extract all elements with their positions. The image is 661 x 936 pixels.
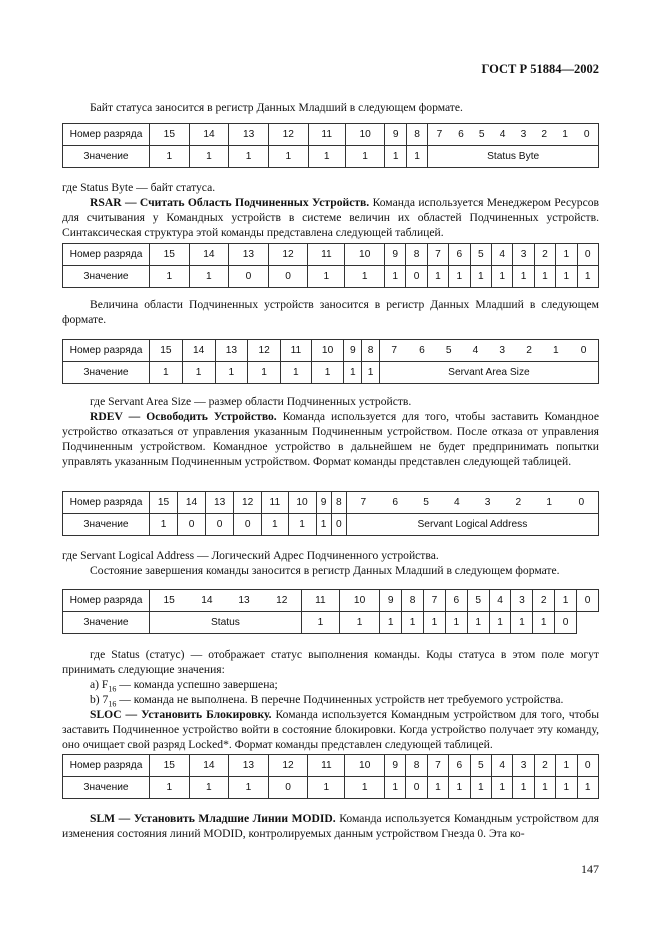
value-cell: 1: [467, 612, 489, 634]
value-cell: 1: [344, 362, 362, 384]
value-cell: 1: [345, 777, 385, 799]
bit-cell: 12: [268, 124, 308, 146]
bit-cell: 7: [428, 124, 451, 146]
value-cell: 1: [229, 777, 269, 799]
bit-cell: 6: [451, 124, 472, 146]
value-cell: 1: [427, 266, 448, 288]
value-cell: 1: [268, 146, 308, 168]
bit-cell: 3: [513, 244, 534, 266]
bit-cell: 1: [555, 124, 576, 146]
value-cell: 1: [470, 266, 491, 288]
value-row: [63, 777, 599, 799]
value-cell: 0: [268, 777, 308, 799]
bit-cell: 14: [189, 755, 229, 777]
row-label: Номер разряда: [63, 590, 150, 612]
bit-cell: 0: [577, 244, 598, 266]
bit-cell: 10: [345, 124, 385, 146]
bit-cell: 5: [435, 340, 462, 362]
slm-title: SLM — Установить Младшие Линии MODID.: [90, 812, 336, 825]
bit-cell: 0: [577, 755, 598, 777]
value-cell: 1: [308, 146, 345, 168]
paragraph-sloc: [62, 707, 599, 752]
bit-cell: 11: [308, 124, 345, 146]
bit-cell: 12: [268, 244, 308, 266]
bit-number-row: [63, 755, 599, 777]
value-cell: 1: [385, 146, 406, 168]
value-cell: 1: [248, 362, 281, 384]
sloc-title: SLOC — Установить Блокировку.: [90, 708, 272, 721]
bit-cell: 6: [409, 340, 436, 362]
value-cell: 1: [449, 266, 470, 288]
bit-cell: 10: [311, 340, 344, 362]
bit-cell: 0: [565, 492, 599, 514]
bit-cell: 4: [491, 755, 512, 777]
bit-cell: 11: [308, 755, 345, 777]
value-cell: 1: [281, 362, 312, 384]
value-cell: 1: [288, 514, 316, 536]
value-cell: 1: [301, 612, 339, 634]
value-cell: 1: [534, 777, 555, 799]
bit-cell: 14: [189, 244, 229, 266]
bit-cell: 6: [449, 755, 470, 777]
value-cell: 1: [308, 777, 345, 799]
value-cell: 1: [345, 266, 385, 288]
item-a-subscript: 16: [108, 684, 117, 694]
rdev-text: Команда используется для того, чтобы заставить Командное устройство отказаться от управления указанным Подчиненным устройством. После отказа от управления Подчиненным устройством. Командное устройство в дальнейшем не будет предпринимать попытки управлять указанным Подчиненным устройством. Формат команды представлен следующей таблицей.: [62, 410, 599, 468]
value-cell: 1: [150, 777, 190, 799]
paragraph-servant-area-intro: Величина области Подчиненных устройств заносится в регистр Данных Младший в следующем формате.: [62, 298, 599, 326]
bit-cell: 12: [268, 755, 308, 777]
bit-cell: 2: [503, 492, 534, 514]
bit-cell: 0: [575, 124, 598, 146]
value-cell: 1: [262, 514, 288, 536]
paragraph-rsar: [62, 195, 599, 240]
value-cell: 1: [150, 266, 190, 288]
bit-cell: 9: [385, 244, 406, 266]
value-cell: 1: [308, 266, 345, 288]
bit-cell: 8: [331, 492, 346, 514]
value-cell: 1: [556, 266, 577, 288]
value-cell: 1: [511, 612, 533, 634]
bit-cell: 8: [402, 590, 424, 612]
rdev-command-table: [62, 491, 599, 536]
sloc-command-table: [62, 754, 599, 799]
bit-cell: 6: [445, 590, 467, 612]
bit-cell: 13: [206, 492, 234, 514]
bit-cell: 10: [345, 244, 385, 266]
value-row: [63, 266, 599, 288]
bit-cell: 1: [556, 244, 577, 266]
value-cell: 1: [385, 266, 406, 288]
bit-cell: 4: [492, 124, 513, 146]
paragraph-status-byte-def: где Status Byte — байт статуса.: [62, 181, 216, 194]
bit-cell: 10: [339, 590, 379, 612]
bit-number-row: [63, 590, 599, 612]
row-label: Номер разряда: [63, 340, 150, 362]
bit-cell: 13: [215, 340, 248, 362]
bit-cell: 7: [346, 492, 380, 514]
row-label: Номер разряда: [63, 244, 150, 266]
row-label: Номер разряда: [63, 124, 150, 146]
bit-cell: 11: [301, 590, 339, 612]
value-cell: 0: [268, 266, 308, 288]
bit-cell: 5: [470, 755, 491, 777]
rsar-text: Команда используется Менеджером Ресурсов для считывания у Командных устройств в системе величин их областей Подчиненных устройств. Синтаксическая структура этой команды представлена следующей таблицей.: [62, 196, 600, 239]
bit-cell: 2: [534, 124, 555, 146]
value-cell: 1: [533, 612, 555, 634]
bit-cell: 14: [189, 124, 229, 146]
bit-cell: 9: [385, 755, 406, 777]
bit-number-row: [63, 340, 599, 362]
bit-cell: 2: [534, 244, 555, 266]
bit-cell: 2: [516, 340, 543, 362]
value-cell: 0: [406, 266, 427, 288]
bit-cell: 10: [345, 755, 385, 777]
bit-cell: 13: [229, 244, 269, 266]
bit-number-row: [63, 492, 599, 514]
row-label: Значение: [63, 514, 150, 536]
bit-cell: 8: [406, 755, 427, 777]
bit-cell: 2: [534, 755, 555, 777]
value-cell: 1: [556, 777, 577, 799]
value-row: [63, 612, 599, 634]
bit-cell: 7: [427, 755, 448, 777]
bit-cell: 12: [263, 590, 302, 612]
value-cell: 1: [402, 612, 424, 634]
value-cell: 1: [316, 514, 331, 536]
value-cell: 1: [577, 266, 598, 288]
bit-cell: 3: [489, 340, 516, 362]
bit-cell: 4: [489, 590, 511, 612]
status-byte-table: [62, 123, 599, 168]
bit-cell: 9: [316, 492, 331, 514]
paragraph-status-byte-intro: Байт статуса заносится в регистр Данных Младший в следующем формате.: [90, 101, 463, 114]
value-row: [63, 146, 599, 168]
value-cell: 1: [189, 266, 229, 288]
bit-cell: 15: [150, 340, 183, 362]
value-cell: 0: [234, 514, 262, 536]
paragraph-servant-address-def: где Servant Logical Address — Логический Адрес Подчиненного устройства.: [62, 549, 439, 562]
value-cell: 1: [345, 146, 385, 168]
value-cell: 1: [150, 514, 178, 536]
value-cell: 0: [229, 266, 269, 288]
bit-cell: 15: [150, 244, 190, 266]
item-b-prefix: b) 7: [90, 693, 109, 706]
row-label: Номер разряда: [63, 492, 150, 514]
bit-cell: 8: [406, 244, 427, 266]
bit-cell: 1: [556, 755, 577, 777]
value-cell: 1: [489, 612, 511, 634]
bit-cell: 10: [288, 492, 316, 514]
bit-cell: 15: [150, 755, 190, 777]
value-cell: 1: [150, 362, 183, 384]
bit-cell: 11: [308, 244, 345, 266]
bit-cell: 1: [555, 590, 577, 612]
bit-cell: 15: [150, 492, 178, 514]
field-cell: Servant Area Size: [379, 362, 598, 384]
sloc-text: Команда используется Командным устройством для того, чтобы заставить Подчиненное устройство войти в состояние блокировки. Когда устройство получает эту команду, оно очищает свой разряд Locked*. Формат команды представлен следующей таблицей.: [62, 708, 599, 751]
value-cell: 1: [385, 777, 406, 799]
value-cell: 1: [229, 146, 269, 168]
value-cell: 1: [182, 362, 215, 384]
bit-cell: 8: [406, 124, 427, 146]
field-cell: Servant Logical Address: [346, 514, 598, 536]
bit-cell: 6: [380, 492, 411, 514]
paragraph-status-codes: где Status (статус) — отображает статус выполнения команды. Коды статуса в этом поле могут принимать следующие значения:: [62, 648, 599, 676]
bit-cell: 1: [534, 492, 565, 514]
bit-cell: 15: [150, 124, 190, 146]
bit-cell: 3: [472, 492, 503, 514]
bit-cell: 12: [234, 492, 262, 514]
bit-cell: 2: [533, 590, 555, 612]
bit-cell: 14: [178, 492, 206, 514]
bit-cell: 4: [491, 244, 512, 266]
bit-cell: 12: [248, 340, 281, 362]
bit-cell: 14: [182, 340, 215, 362]
value-cell: 1: [449, 777, 470, 799]
bit-cell: 7: [424, 590, 446, 612]
document-header: ГОСТ Р 51884—2002: [481, 62, 599, 76]
value-cell: 1: [577, 777, 598, 799]
value-cell: 0: [331, 514, 346, 536]
bit-cell: 3: [513, 755, 534, 777]
row-label: Значение: [63, 146, 150, 168]
row-label: Значение: [63, 362, 150, 384]
row-label: Значение: [63, 777, 150, 799]
value-cell: 1: [215, 362, 248, 384]
value-cell: 1: [445, 612, 467, 634]
value-cell: 1: [513, 777, 534, 799]
bit-cell: 6: [449, 244, 470, 266]
value-cell: 1: [491, 777, 512, 799]
row-label: Значение: [63, 266, 150, 288]
bit-cell: 13: [229, 124, 269, 146]
completion-status-table: [62, 589, 599, 634]
bit-cell: 13: [225, 590, 262, 612]
row-label: Значение: [63, 612, 150, 634]
bit-cell: 4: [462, 340, 489, 362]
bit-cell: 15: [150, 590, 189, 612]
slm-text: Команда используется Командным устройством для изменения состояния линий MODID, контролируемых данным устройством Гнезда 0. Эта ко-: [62, 812, 599, 840]
item-b-text: — команда не выполнена. В перечне Подчиненных устройств нет требуемого устройства.: [116, 693, 564, 706]
bit-cell: 1: [542, 340, 569, 362]
bit-cell: 9: [380, 590, 402, 612]
value-cell: 1: [311, 362, 344, 384]
bit-cell: 0: [577, 590, 599, 612]
value-cell: 1: [534, 266, 555, 288]
bit-cell: 7: [427, 244, 448, 266]
bit-cell: 9: [344, 340, 362, 362]
bit-cell: 8: [362, 340, 380, 362]
paragraph-slm: [62, 811, 599, 841]
bit-cell: 11: [281, 340, 312, 362]
value-cell: 1: [189, 146, 229, 168]
bit-cell: 3: [511, 590, 533, 612]
item-a-prefix: a) F: [90, 678, 109, 691]
rdev-title: RDEV — Освободить Устройство.: [90, 410, 277, 423]
bit-number-row: [63, 244, 599, 266]
value-cell: 1: [424, 612, 446, 634]
value-cell: 0: [555, 612, 577, 634]
bit-cell: 5: [471, 124, 492, 146]
bit-cell: 0: [569, 340, 598, 362]
value-cell: 1: [513, 266, 534, 288]
value-cell: 1: [491, 266, 512, 288]
item-a-text: — команда успешно завершена;: [116, 678, 278, 691]
bit-cell: 13: [229, 755, 269, 777]
bit-number-row: [63, 124, 599, 146]
field-cell: Status Byte: [428, 146, 599, 168]
bit-cell: 7: [379, 340, 408, 362]
bit-cell: 4: [441, 492, 472, 514]
value-cell: 1: [380, 612, 402, 634]
value-cell: 1: [189, 777, 229, 799]
value-cell: 0: [178, 514, 206, 536]
field-cell: Status: [150, 612, 302, 634]
paragraph-rdev: [62, 409, 599, 469]
value-cell: 1: [406, 146, 427, 168]
paragraph-completion-status-intro: Состояние завершения команды заносится в регистр Данных Младший в следующем формате.: [90, 564, 560, 577]
rsar-command-table: [62, 243, 599, 288]
bit-cell: 3: [513, 124, 534, 146]
item-b-subscript: 16: [108, 699, 117, 709]
value-cell: 1: [150, 146, 190, 168]
value-row: [63, 362, 599, 384]
value-cell: 1: [362, 362, 380, 384]
bit-cell: 11: [262, 492, 288, 514]
bit-cell: 9: [385, 124, 406, 146]
bit-cell: 14: [188, 590, 225, 612]
bit-cell: 5: [470, 244, 491, 266]
value-row: [63, 514, 599, 536]
bit-cell: 5: [467, 590, 489, 612]
bit-cell: 5: [411, 492, 442, 514]
page-number: 147: [581, 862, 599, 876]
row-label: Номер разряда: [63, 755, 150, 777]
value-cell: 1: [470, 777, 491, 799]
servant-area-size-table: [62, 339, 599, 384]
rsar-title: RSAR — Считать Область Подчиненных Устройств.: [90, 196, 370, 209]
paragraph-servant-area-def: где Servant Area Size — размер области Подчиненных устройств.: [90, 395, 412, 408]
value-cell: 0: [406, 777, 427, 799]
value-cell: 0: [206, 514, 234, 536]
value-cell: 1: [339, 612, 379, 634]
value-cell: 1: [427, 777, 448, 799]
